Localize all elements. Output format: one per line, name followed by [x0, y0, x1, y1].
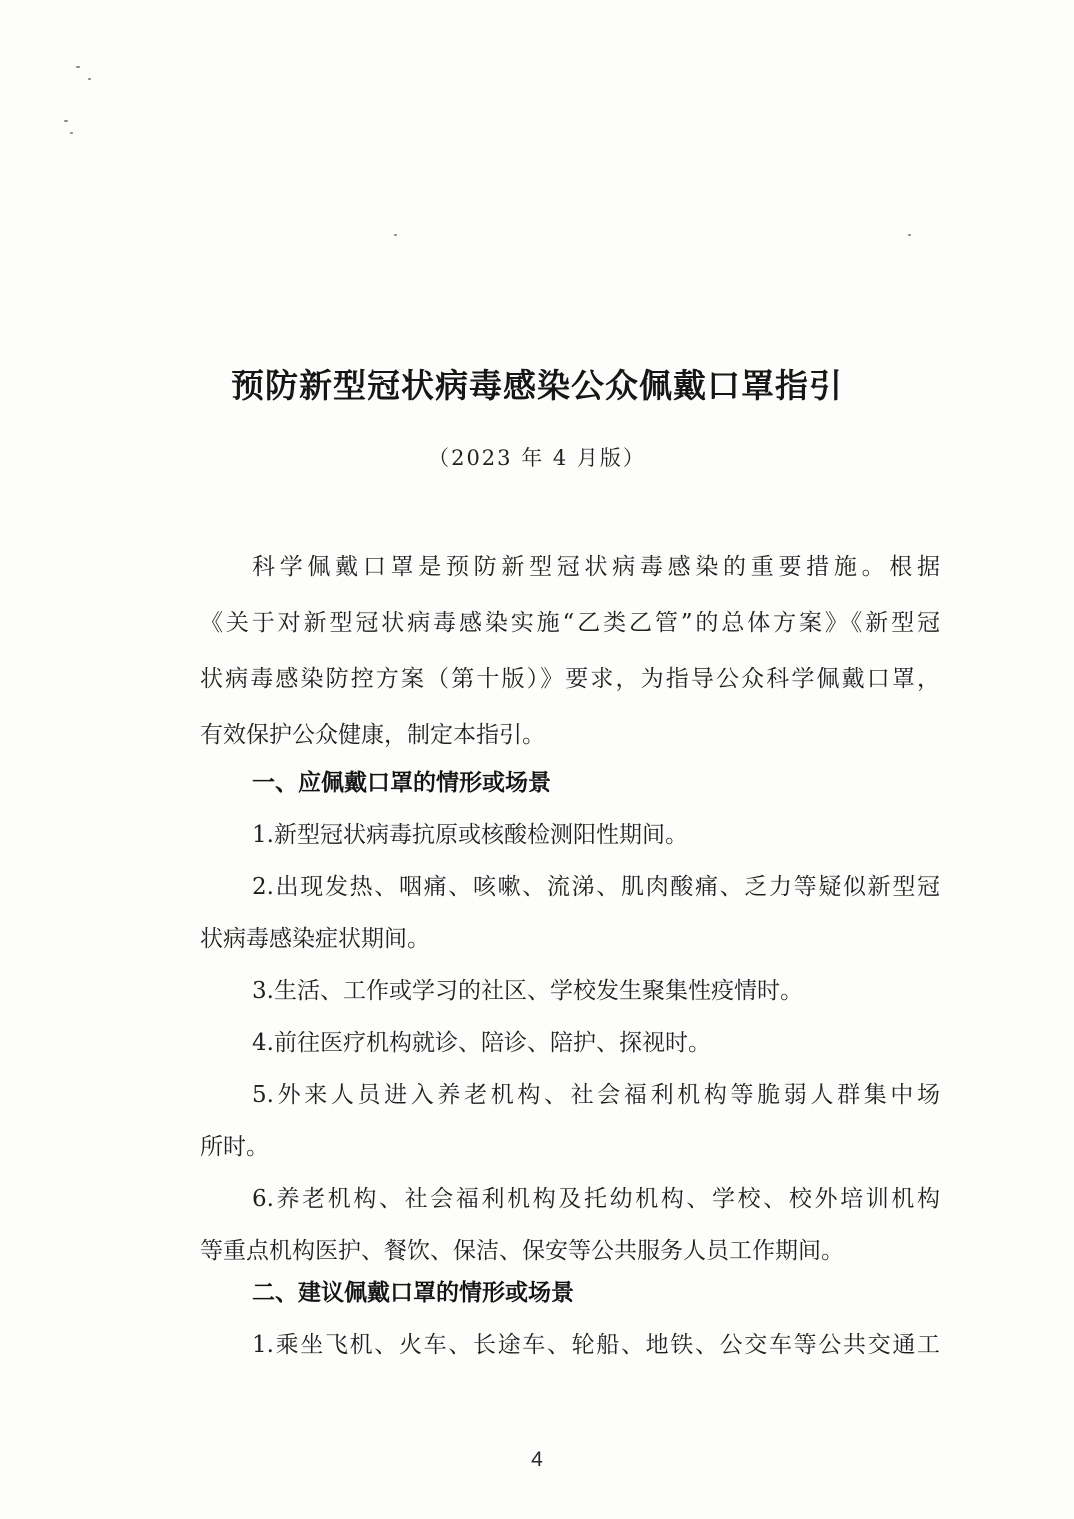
- section1-item: 4.前往医疗机构就诊、陪诊、陪护、探视时。: [252, 1030, 711, 1056]
- section1-item: 6.养老机构、社会福利机构及托幼机构、学校、校外培训机构: [252, 1186, 940, 1212]
- scan-speck: [88, 78, 91, 80]
- scan-speck: [64, 120, 68, 122]
- section1-item-continuation: 等重点机构医护、餐饮、保洁、保安等公共服务人员工作期间。: [200, 1238, 844, 1264]
- intro-paragraph-line: 《关于对新型冠状病毒感染实施“乙类乙管”的总体方案》《新型冠: [200, 610, 940, 636]
- scan-speck: [394, 234, 397, 236]
- section1-item: 1.新型冠状病毒抗原或核酸检测阳性期间。: [252, 822, 688, 848]
- section1-item: 3.生活、工作或学习的社区、学校发生聚集性疫情时。: [252, 978, 803, 1004]
- scan-speck: [70, 132, 73, 134]
- intro-paragraph-line: 状病毒感染防控方案（第十版）》要求，为指导公众科学佩戴口罩，: [200, 666, 940, 692]
- section1-item: 5.外来人员进入养老机构、社会福利机构等脆弱人群集中场: [252, 1082, 940, 1108]
- section2-item: 1.乘坐飞机、火车、长途车、轮船、地铁、公交车等公共交通工: [252, 1332, 940, 1358]
- section1-item: 2.出现发热、咽痛、咳嗽、流涕、肌肉酸痛、乏力等疑似新型冠: [252, 874, 940, 900]
- section1-item-continuation: 所时。: [200, 1134, 269, 1160]
- document-title: 预防新型冠状病毒感染公众佩戴口罩指引: [231, 366, 843, 405]
- scan-speck: [908, 234, 911, 236]
- document-edition: （2023 年 4 月版）: [428, 446, 646, 470]
- intro-paragraph-line: 有效保护公众健康，制定本指引。: [200, 722, 545, 748]
- section-heading-1: 一、应佩戴口罩的情形或场景: [252, 769, 551, 796]
- section-heading-2: 二、建议佩戴口罩的情形或场景: [252, 1279, 574, 1306]
- section1-item-continuation: 状病毒感染症状期间。: [200, 926, 430, 952]
- page-number: 4: [531, 1448, 543, 1471]
- intro-paragraph-line: 科学佩戴口罩是预防新型冠状病毒感染的重要措施。根据: [252, 554, 940, 580]
- scan-speck: [76, 66, 80, 68]
